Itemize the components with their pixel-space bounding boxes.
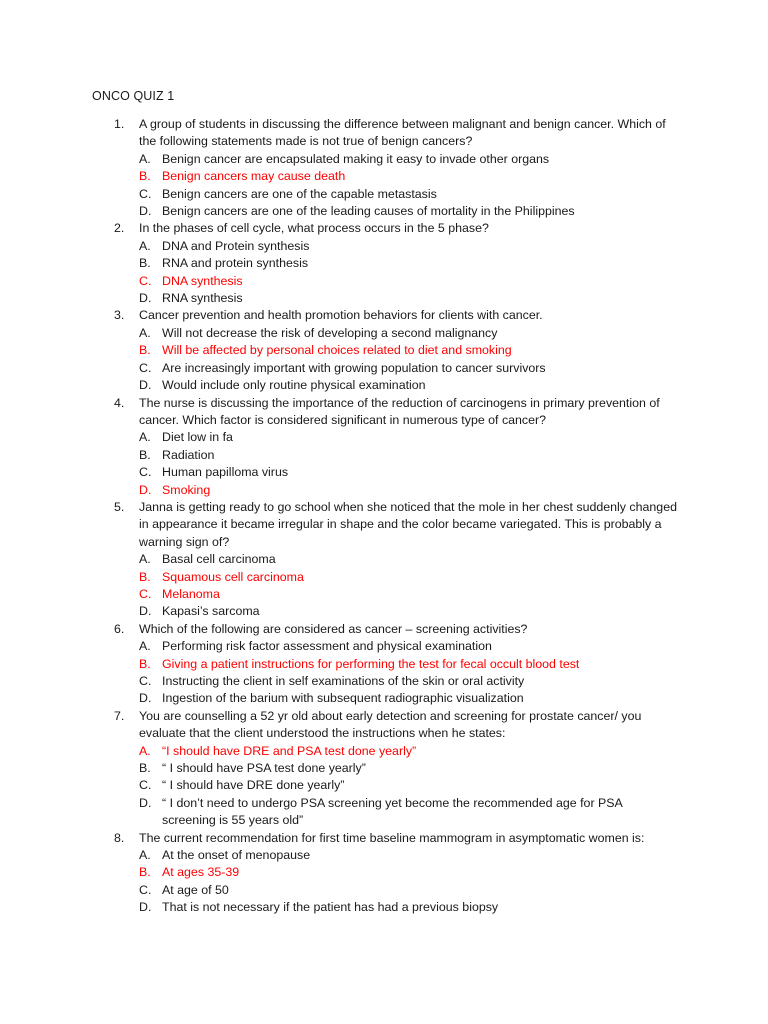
option-text: “ I should have PSA test done yearly” — [162, 761, 366, 776]
question-row — [0, 830, 768, 847]
option-letter: D. — [139, 900, 152, 915]
option-text: Benign cancers are one of the capable metastasis — [162, 186, 437, 201]
question-number: 6. — [114, 621, 125, 636]
answer-option — [0, 429, 768, 446]
option-text: At the onset of menopause — [162, 848, 311, 863]
option-text: RNA and protein synthesis — [162, 256, 309, 271]
question-text: Which of the following are considered as cancer – screening activities? — [139, 621, 528, 636]
option-letter: B. — [139, 656, 151, 671]
question-8 — [0, 830, 768, 917]
option-text: Benign cancers may cause death — [162, 169, 346, 184]
question-6 — [0, 621, 768, 708]
answer-option — [0, 151, 768, 168]
option-text: “I should have DRE and PSA test done yearly” — [162, 743, 417, 758]
answer-option — [0, 377, 768, 394]
answer-option — [0, 743, 768, 760]
answer-option — [0, 290, 768, 307]
option-letter: B. — [139, 169, 151, 184]
answer-option — [0, 864, 768, 881]
option-text: Will be affected by personal choices related to diet and smoking — [162, 343, 512, 358]
answer-option — [0, 360, 768, 377]
answer-option — [0, 203, 768, 220]
answer-option — [0, 447, 768, 464]
option-letter: B. — [139, 761, 151, 776]
option-text: Smoking — [162, 482, 211, 497]
answer-option — [0, 186, 768, 203]
option-letter: D. — [139, 691, 152, 706]
question-row — [0, 307, 768, 324]
option-text: Instructing the client in self examinations of the skin or oral activity — [162, 674, 525, 688]
question-row — [0, 116, 768, 151]
option-text: Radiation — [162, 447, 215, 462]
option-letter: A. — [139, 552, 151, 567]
option-letter: A. — [139, 325, 151, 340]
question-text: In the phases of cell cycle, what process occurs in the 5 phase? — [139, 221, 489, 236]
option-text: Diet low in fa — [162, 430, 233, 445]
question-3 — [0, 307, 768, 394]
option-letter: D. — [139, 604, 152, 619]
question-number: 7. — [114, 708, 125, 723]
option-text: RNA synthesis — [162, 291, 243, 306]
option-text: “ I don’t need to undergo PSA screening yet become the recommended age for PSA screening is 55 years old” — [162, 795, 623, 828]
question-text: A group of students in discussing the difference between malignant and benign cancer. Which of the following statements made is not true of benign cancers? — [139, 117, 666, 149]
question-7 — [0, 708, 768, 830]
option-letter: C. — [139, 778, 152, 793]
option-letter: B. — [139, 569, 151, 584]
option-text: Melanoma — [162, 586, 220, 601]
answer-option — [0, 569, 768, 586]
option-letter: C. — [139, 586, 152, 601]
option-text: Human papilloma virus — [162, 465, 289, 480]
option-text: DNA and Protein synthesis — [162, 238, 310, 253]
option-letter: D. — [139, 378, 152, 393]
answer-option — [0, 899, 768, 916]
option-text: Would include only routine physical examination — [162, 378, 426, 393]
answer-option — [0, 273, 768, 290]
option-letter: C. — [139, 882, 152, 897]
option-letter: B. — [139, 343, 151, 358]
answer-option — [0, 238, 768, 255]
question-row — [0, 499, 768, 551]
answer-option — [0, 586, 768, 603]
option-letter: C. — [139, 273, 152, 288]
question-row — [0, 708, 768, 743]
question-text: You are counselling a 52 yr old about early detection and screening for prostate cancer/ you evaluate that the client understood the instructions when he states: — [139, 708, 642, 741]
option-text: Ingestion of the barium with subsequent radiographic visualization — [162, 691, 524, 706]
option-letter: A. — [139, 848, 151, 863]
option-letter: A. — [139, 238, 151, 253]
option-letter: A. — [139, 430, 151, 445]
option-text: Are increasingly important with growing population to cancer survivors — [162, 360, 546, 375]
option-letter: C. — [139, 465, 152, 480]
option-text: Giving a patient instructions for performing the test for fecal occult blood test — [162, 656, 580, 671]
option-text: Will not decrease the risk of developing a second malignancy — [162, 325, 498, 340]
option-letter: D. — [139, 204, 152, 219]
quiz-title: ONCO QUIZ 1 — [92, 89, 175, 103]
option-text: Benign cancers are one of the leading causes of mortality in the Philippines — [162, 204, 575, 219]
question-text: Janna is getting ready to go school when she noticed that the mole in her chest suddenly changed in appearance it became irregular in shape and the color became variegated. This is probably a warning sign of? — [139, 499, 677, 549]
answer-option — [0, 673, 768, 690]
option-text: DNA synthesis — [162, 273, 243, 288]
question-number: 8. — [114, 830, 125, 845]
option-text: Squamous cell carcinoma — [162, 569, 304, 584]
answer-option — [0, 603, 768, 620]
answer-option — [0, 168, 768, 185]
question-text: The nurse is discussing the importance of the reduction of carcinogens in primary prevention of cancer. Which factor is considered significant in numerous type of cancer? — [139, 395, 660, 427]
answer-option — [0, 795, 768, 830]
option-letter: A. — [139, 151, 151, 166]
option-text: At age of 50 — [162, 882, 229, 897]
option-letter: D. — [139, 795, 152, 810]
answer-option — [0, 638, 768, 655]
option-letter: D. — [139, 482, 152, 497]
answer-option — [0, 656, 768, 673]
option-letter: C. — [139, 186, 152, 201]
question-row — [0, 395, 768, 430]
answer-option — [0, 255, 768, 272]
answer-option — [0, 342, 768, 359]
answer-option — [0, 847, 768, 864]
answer-option — [0, 482, 768, 499]
option-letter: B. — [139, 447, 151, 462]
question-1 — [0, 116, 768, 220]
answer-option — [0, 551, 768, 568]
option-text: That is not necessary if the patient has had a previous biopsy — [162, 900, 499, 915]
question-number: 4. — [114, 395, 125, 410]
option-text: “ I should have DRE done yearly” — [162, 778, 345, 793]
question-number: 2. — [114, 221, 125, 236]
question-number: 3. — [114, 308, 125, 323]
option-letter: C. — [139, 360, 152, 375]
answer-option — [0, 760, 768, 777]
answer-option — [0, 464, 768, 481]
option-letter: D. — [139, 291, 152, 306]
option-text: At ages 35-39 — [162, 865, 240, 880]
question-2 — [0, 220, 768, 307]
answer-option — [0, 690, 768, 707]
option-text: Kapasi’s sarcoma — [162, 604, 260, 619]
option-text: Basal cell carcinoma — [162, 552, 276, 567]
option-letter: C. — [139, 674, 152, 688]
option-letter: B. — [139, 865, 151, 880]
option-text: Benign cancer are encapsulated making it easy to invade other organs — [162, 151, 550, 166]
option-text: Performing risk factor assessment and physical examination — [162, 639, 492, 654]
question-number: 1. — [114, 117, 125, 131]
question-text: The current recommendation for first time baseline mammogram in asymptomatic women is: — [139, 830, 645, 845]
answer-option — [0, 882, 768, 899]
question-text: Cancer prevention and health promotion behaviors for clients with cancer. — [139, 308, 543, 323]
question-list — [0, 116, 768, 917]
question-number: 5. — [114, 499, 125, 514]
option-letter: A. — [139, 743, 151, 758]
question-row — [0, 621, 768, 638]
question-4 — [0, 395, 768, 499]
question-5 — [0, 499, 768, 621]
option-letter: A. — [139, 639, 151, 654]
option-letter: B. — [139, 256, 151, 271]
answer-option — [0, 325, 768, 342]
question-row — [0, 220, 768, 237]
answer-option — [0, 777, 768, 794]
